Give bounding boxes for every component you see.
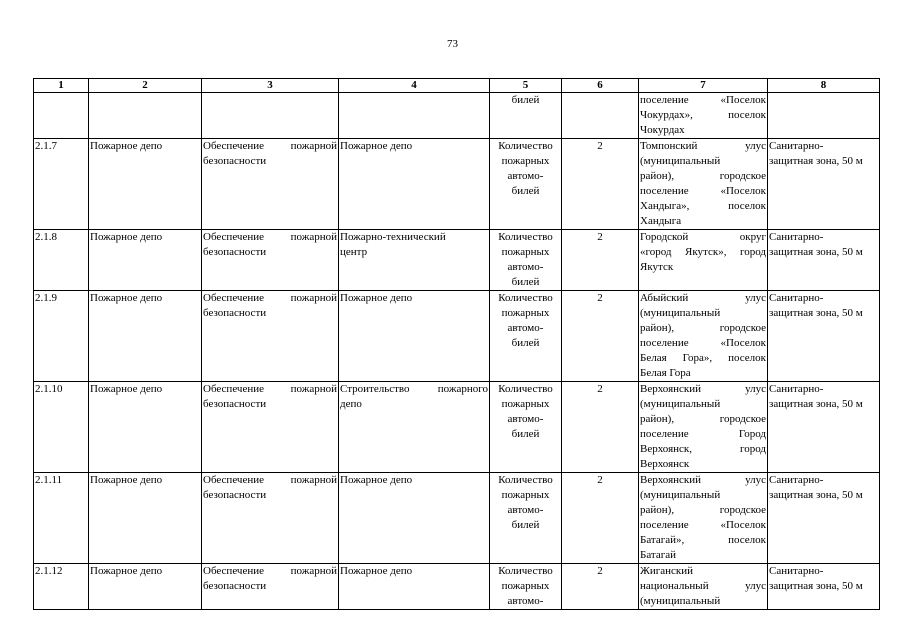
- continuation-row: [34, 93, 880, 139]
- cell-location: [639, 230, 768, 291]
- cell-line: Обеспечение пожарной: [203, 292, 337, 304]
- planning-table: [33, 78, 880, 610]
- cell-id: 2.1.11: [34, 473, 89, 564]
- cell-line: безопасности: [203, 155, 267, 167]
- cell-line: район), городское: [640, 504, 766, 516]
- table-row: [34, 473, 880, 564]
- cell-line: Хандыга: [640, 215, 682, 227]
- cell-zone: [768, 564, 880, 610]
- cell-name: Пожарное депо: [89, 291, 202, 382]
- cell-line: безопасности: [203, 246, 267, 258]
- cell-id: 2.1.9: [34, 291, 89, 382]
- cell-purpose: [202, 230, 339, 291]
- cell-line: национальный улус: [640, 580, 766, 592]
- cell-location: [639, 564, 768, 610]
- cell-line: Абыйский улус: [640, 292, 766, 304]
- cell-line: защитная зона, 50 м: [769, 398, 863, 410]
- cell-line: (муниципальный: [640, 398, 721, 410]
- cell-line: защитная зона, 50 м: [769, 155, 863, 167]
- cell-parameter: [490, 93, 562, 139]
- cell-object: [339, 382, 490, 473]
- cell-line: (муниципальный: [640, 307, 721, 319]
- cell-name: [89, 93, 202, 139]
- cell-line: Обеспечение пожарной: [203, 565, 337, 577]
- cell-purpose: [202, 473, 339, 564]
- header-cell: 4: [339, 79, 490, 93]
- cell-line: Якутск: [640, 261, 674, 273]
- cell-line: Жиганский: [640, 565, 694, 577]
- header-cell: 7: [639, 79, 768, 93]
- cell-object: [339, 93, 490, 139]
- cell-line: поселение «Поселок: [640, 185, 766, 197]
- cell-purpose: [202, 564, 339, 610]
- cell-line: Санитарно-: [769, 383, 824, 395]
- cell-line: Батагай», поселок: [640, 534, 766, 546]
- cell-line: Чокурдах: [640, 124, 685, 136]
- cell-object: [339, 291, 490, 382]
- header-cell: 8: [768, 79, 880, 93]
- cell-zone: [768, 93, 880, 139]
- cell-object: [339, 230, 490, 291]
- cell-line: Санитарно-: [769, 231, 824, 243]
- cell-location: [639, 473, 768, 564]
- cell-line: Санитарно-: [769, 292, 824, 304]
- cell-line: Томпонский улус: [640, 140, 766, 152]
- cell-line: Пожарное депо: [340, 292, 413, 304]
- cell-value: 2: [562, 473, 639, 564]
- header-cell: 6: [562, 79, 639, 93]
- cell-line: Верхоянск, город: [640, 443, 766, 455]
- cell-line: центр: [340, 246, 368, 258]
- cell-line: автомо-: [507, 170, 544, 182]
- cell-line: защитная зона, 50 м: [769, 489, 863, 501]
- cell-line: пожарных: [501, 398, 550, 410]
- header-cell: 1: [34, 79, 89, 93]
- cell-parameter: [490, 564, 562, 610]
- cell-line: билей: [511, 94, 540, 106]
- cell-line: Верхоянский улус: [640, 383, 766, 395]
- cell-line: Количество: [498, 140, 553, 152]
- cell-line: безопасности: [203, 307, 267, 319]
- cell-line: Количество: [498, 474, 553, 486]
- cell-line: безопасности: [203, 398, 267, 410]
- cell-line: Пожарное депо: [340, 565, 413, 577]
- cell-line: Хандыга», поселок: [640, 200, 766, 212]
- cell-object: [339, 564, 490, 610]
- cell-line: билей: [511, 276, 540, 288]
- cell-name: Пожарное депо: [89, 473, 202, 564]
- cell-line: автомо-: [507, 322, 544, 334]
- cell-line: Обеспечение пожарной: [203, 140, 337, 152]
- cell-line: пожарных: [501, 307, 550, 319]
- cell-name: Пожарное депо: [89, 564, 202, 610]
- cell-line: билей: [511, 185, 540, 197]
- cell-line: Городской округ: [640, 231, 766, 243]
- cell-line: пожарных: [501, 580, 550, 592]
- cell-line: Санитарно-: [769, 474, 824, 486]
- cell-line: район), городское: [640, 413, 766, 425]
- cell-line: район), городское: [640, 322, 766, 334]
- cell-line: Обеспечение пожарной: [203, 231, 337, 243]
- header-cell: 3: [202, 79, 339, 93]
- cell-line: пожарных: [501, 155, 550, 167]
- cell-line: поселение «Поселок: [640, 94, 766, 106]
- cell-purpose: [202, 291, 339, 382]
- cell-zone: [768, 291, 880, 382]
- cell-line: поселение «Поселок: [640, 519, 766, 531]
- cell-id: 2.1.7: [34, 139, 89, 230]
- cell-zone: [768, 382, 880, 473]
- cell-parameter: [490, 291, 562, 382]
- cell-line: Пожарное депо: [340, 140, 413, 152]
- cell-purpose: [202, 139, 339, 230]
- page-number: 73: [447, 38, 458, 50]
- cell-line: Обеспечение пожарной: [203, 474, 337, 486]
- cell-line: безопасности: [203, 489, 267, 501]
- cell-line: (муниципальный: [640, 595, 721, 607]
- cell-value: 2: [562, 564, 639, 610]
- cell-line: автомо-: [507, 595, 544, 607]
- table-row: [34, 291, 880, 382]
- cell-value: 2: [562, 230, 639, 291]
- cell-line: автомо-: [507, 504, 544, 516]
- header-cell: 5: [490, 79, 562, 93]
- cell-location: [639, 139, 768, 230]
- cell-line: безопасности: [203, 580, 267, 592]
- table-row: [34, 382, 880, 473]
- cell-id: 2.1.12: [34, 564, 89, 610]
- cell-location: [639, 93, 768, 139]
- cell-line: билей: [511, 337, 540, 349]
- table-row: [34, 564, 880, 610]
- cell-object: [339, 473, 490, 564]
- cell-line: защитная зона, 50 м: [769, 307, 863, 319]
- cell-purpose: [202, 93, 339, 139]
- cell-value: 2: [562, 382, 639, 473]
- cell-line: Чокурдах», поселок: [640, 109, 766, 121]
- cell-line: поселение «Поселок: [640, 337, 766, 349]
- cell-line: автомо-: [507, 261, 544, 273]
- cell-line: Количество: [498, 292, 553, 304]
- cell-location: [639, 291, 768, 382]
- cell-line: защитная зона, 50 м: [769, 246, 863, 258]
- header-row: [34, 79, 880, 93]
- cell-line: Батагай: [640, 549, 677, 561]
- cell-zone: [768, 139, 880, 230]
- cell-parameter: [490, 473, 562, 564]
- cell-id: 2.1.8: [34, 230, 89, 291]
- cell-parameter: [490, 382, 562, 473]
- cell-line: Верхоянский улус: [640, 474, 766, 486]
- cell-name: Пожарное депо: [89, 382, 202, 473]
- cell-line: Белая Гора: [640, 367, 691, 379]
- cell-name: Пожарное депо: [89, 230, 202, 291]
- cell-line: автомо-: [507, 413, 544, 425]
- cell-line: Пожарно-технический: [340, 231, 446, 243]
- cell-line: (муниципальный: [640, 489, 721, 501]
- cell-value: [562, 93, 639, 139]
- cell-line: поселение Город: [640, 428, 766, 440]
- cell-line: защитная зона, 50 м: [769, 580, 863, 592]
- cell-object: [339, 139, 490, 230]
- cell-zone: [768, 230, 880, 291]
- cell-line: Санитарно-: [769, 565, 824, 577]
- cell-value: 2: [562, 291, 639, 382]
- cell-line: Количество: [498, 565, 553, 577]
- table-row: [34, 230, 880, 291]
- cell-line: билей: [511, 519, 540, 531]
- cell-line: (муниципальный: [640, 155, 721, 167]
- table-row: [34, 139, 880, 230]
- cell-line: Количество: [498, 231, 553, 243]
- cell-id: [34, 93, 89, 139]
- cell-line: Санитарно-: [769, 140, 824, 152]
- cell-line: Верхоянск: [640, 458, 690, 470]
- cell-line: депо: [340, 398, 362, 410]
- cell-zone: [768, 473, 880, 564]
- cell-line: Строительство пожарного: [340, 383, 488, 395]
- cell-line: билей: [511, 428, 540, 440]
- cell-value: 2: [562, 139, 639, 230]
- cell-purpose: [202, 382, 339, 473]
- cell-line: Белая Гора», поселок: [640, 352, 766, 364]
- cell-line: Пожарное депо: [340, 474, 413, 486]
- cell-parameter: [490, 230, 562, 291]
- cell-line: Количество: [498, 383, 553, 395]
- cell-id: 2.1.10: [34, 382, 89, 473]
- cell-parameter: [490, 139, 562, 230]
- cell-line: «город Якутск», город: [640, 246, 766, 258]
- header-cell: 2: [89, 79, 202, 93]
- cell-line: Обеспечение пожарной: [203, 383, 337, 395]
- cell-line: пожарных: [501, 489, 550, 501]
- cell-line: район), городское: [640, 170, 766, 182]
- cell-location: [639, 382, 768, 473]
- cell-name: Пожарное депо: [89, 139, 202, 230]
- cell-line: пожарных: [501, 246, 550, 258]
